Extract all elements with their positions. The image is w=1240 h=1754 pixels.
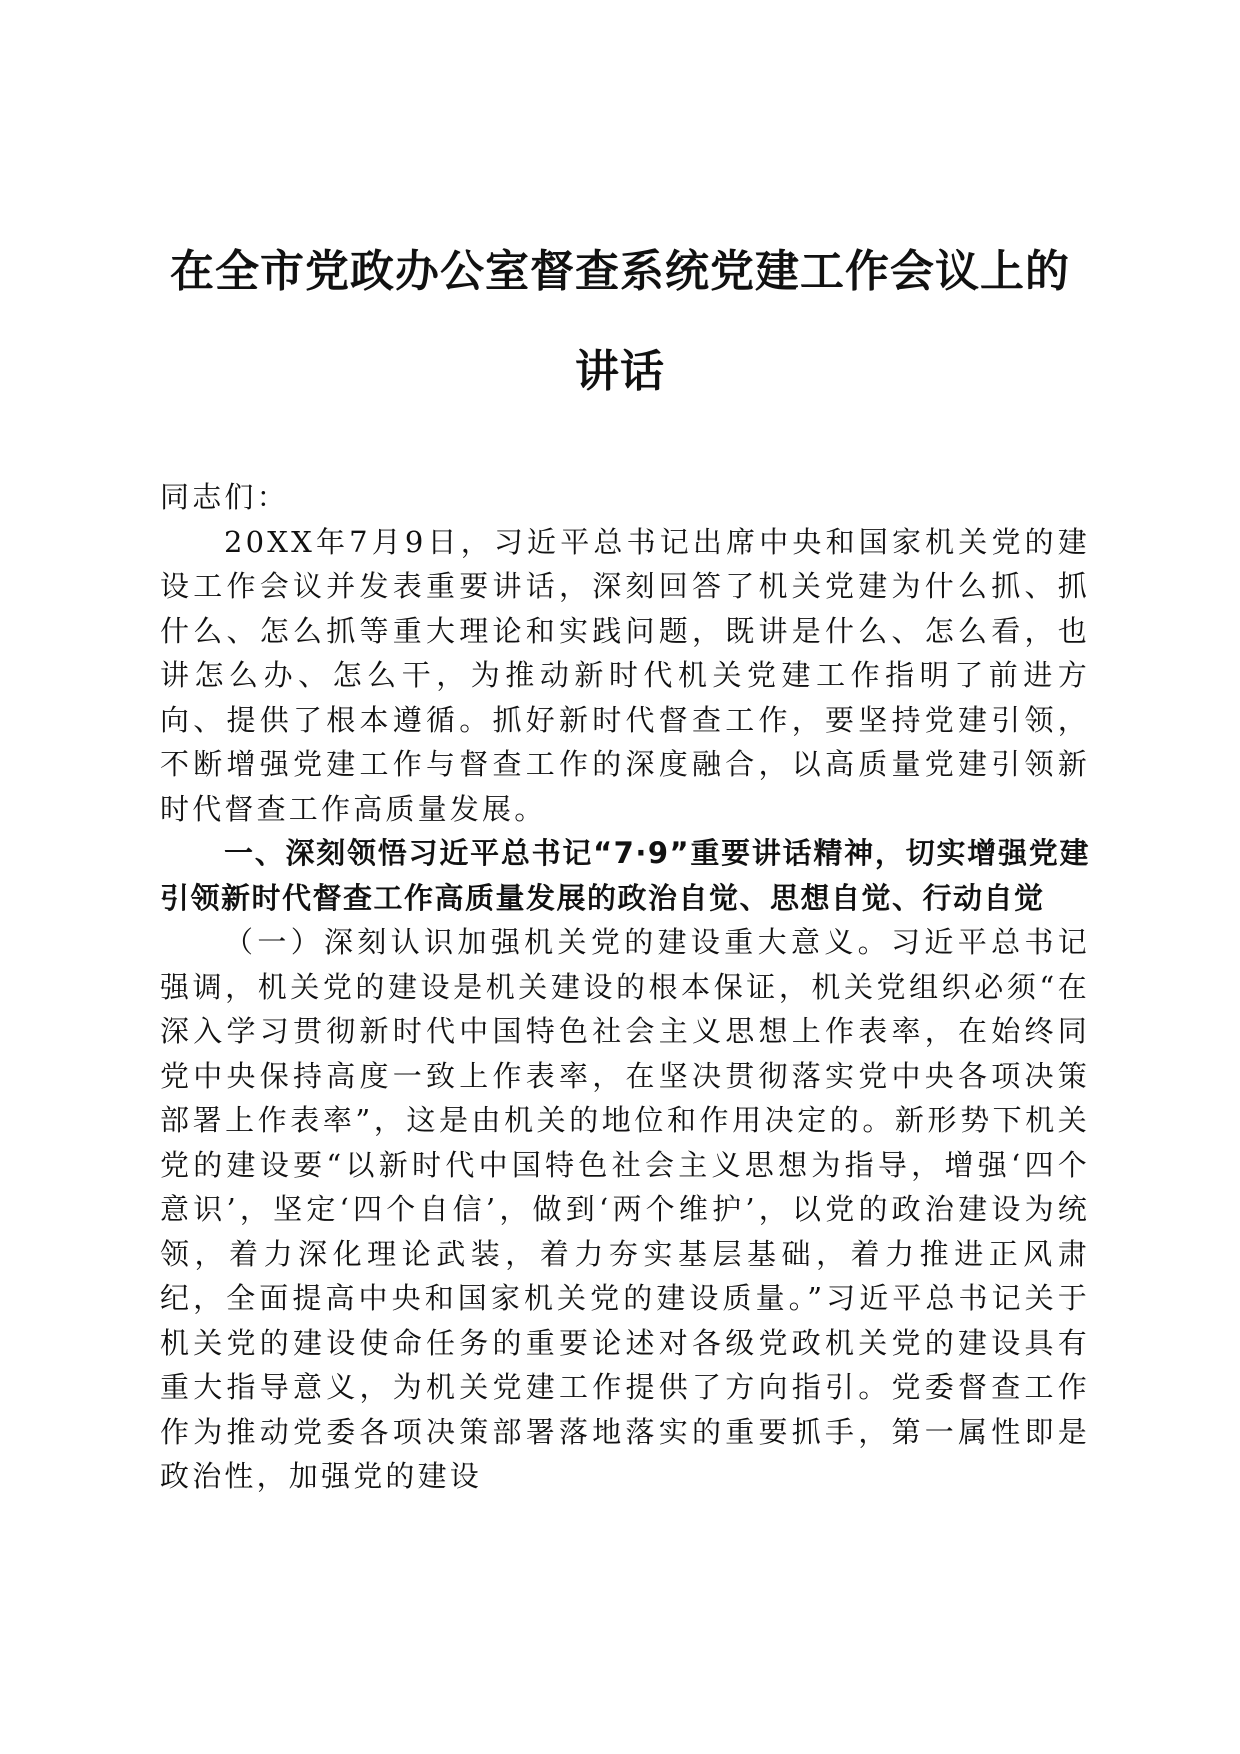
document-title: [140, 222, 1100, 422]
section-1-paragraph-1: （一）深刻认识加强机关党的建设重大意义。习近平总书记强调，机关党的建设是机关建设的根本保证，机关党组织必须“在深入学习贯彻新时代中国特色社会主义思想上作表率，在始终同党中央保持高度一致上作表率，在坚决贯彻落实党中央各项决策部署上作表率”，这是由机关的地位和作用决定的。新形势下机关党的建设要“以新时代中国特色社会主义思想为指导，增强‘四个意识’，坚定‘四个自信’，做到‘两个维护’，以党的政治建设为统领，着力深化理论武装，着力夯实基层基础，着力推进正风肃纪，全面提高中央和国家机关党的建设质量。”习近平总书记关于机关党的建设使命任务的重要论述对各级党政机关党的建设具有重大指导意义，为机关党建工作提供了方向指引。党委督查工作作为推动党委各项决策部署落地落实的重要抓手，第一属性即是政治性，加强党的建设: [160, 925, 1090, 1493]
title-line-2: 讲话: [575, 346, 665, 397]
document-body: [160, 475, 1090, 1499]
title-line-1: 在全市党政办公室督查系统党建工作会议上的: [170, 246, 1070, 297]
salutation: 同志们：: [160, 480, 289, 514]
intro-paragraph: 20XX年7月9日，习近平总书记出席中央和国家机关党的建设工作会议并发表重要讲话，深刻回答了机关党建为什么抓、抓什么、怎么抓等重大理论和实践问题，既讲是什么、怎么看，也讲怎么办、怎么干，为推动新时代机关党建工作指明了前进方向、提供了根本遵循。抓好新时代督查工作，要坚持党建引领，不断增强党建工作与督查工作的深度融合，以高质量党建引领新时代督查工作高质量发展。: [160, 524, 1090, 826]
section-1-heading: 一、深刻领悟习近平总书记“7·9”重要讲话精神，切实增强党建引领新时代督查工作高质量发展的政治自觉、思想自觉、行动自觉: [160, 836, 1090, 915]
